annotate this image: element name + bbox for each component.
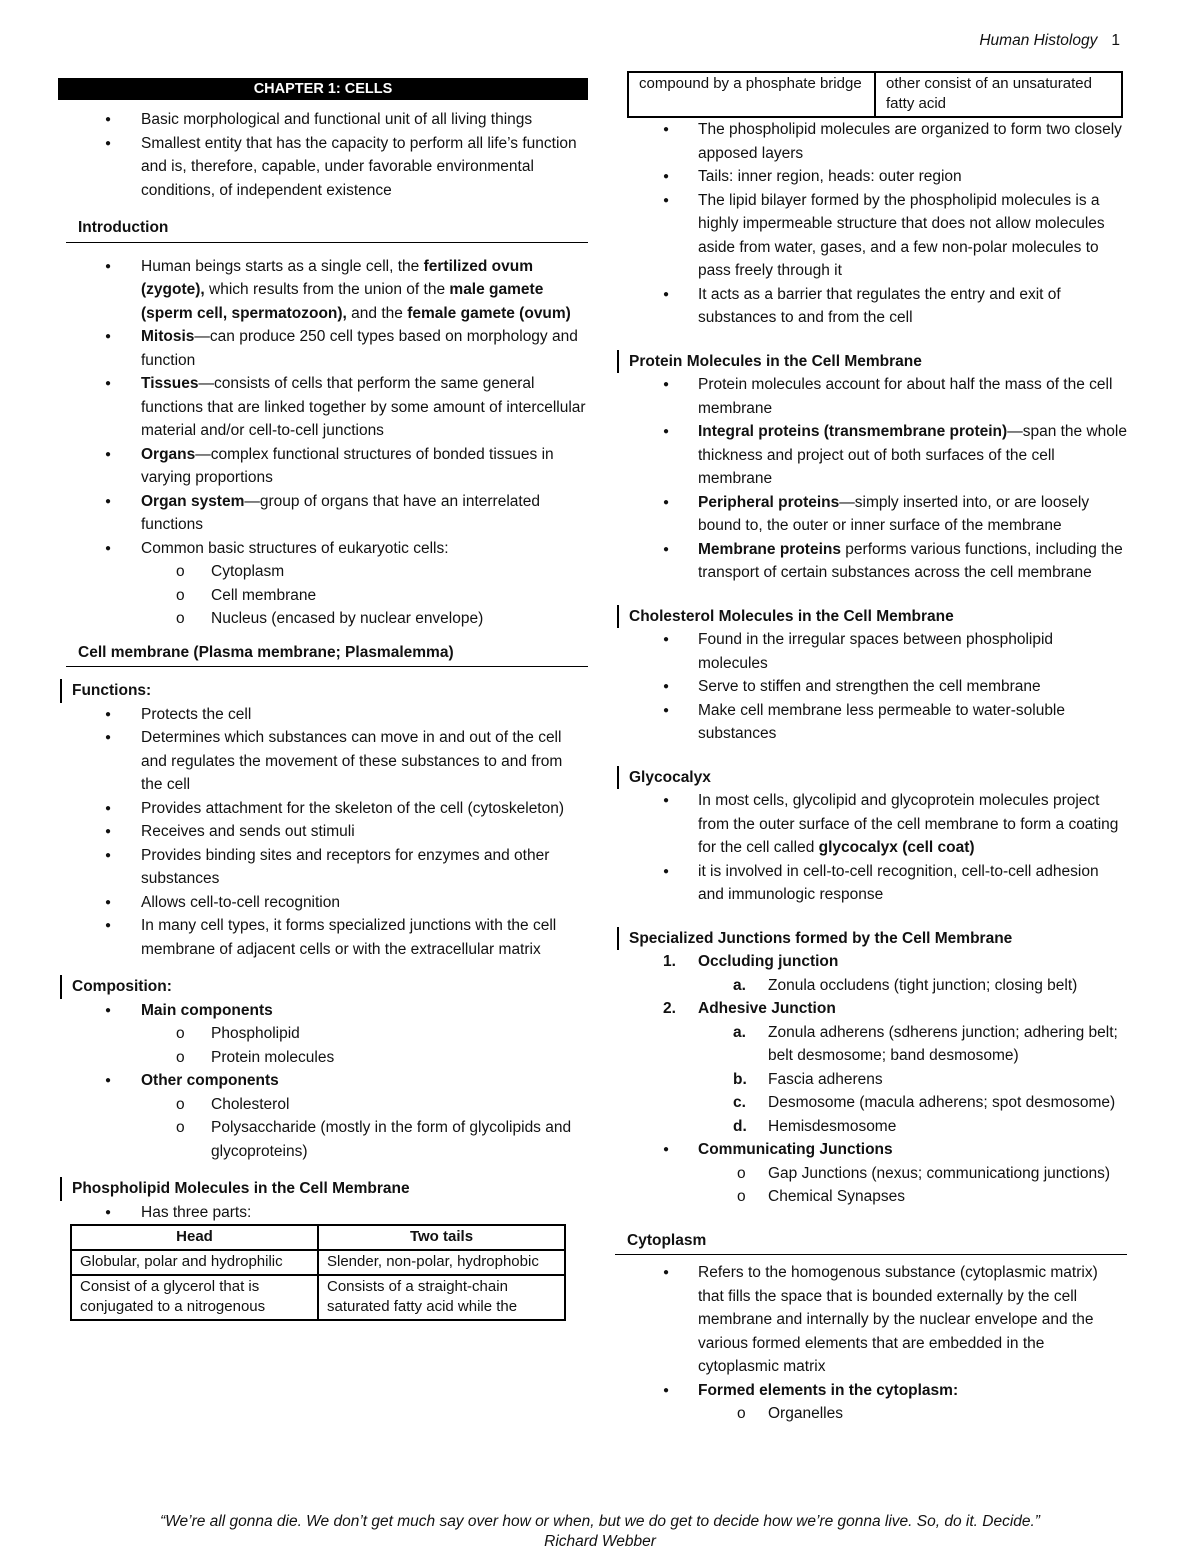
sublist-item: o Protein molecules <box>58 1046 588 1070</box>
left-column <box>58 78 588 1321</box>
list-item: ● Communicating Junctions o Gap Junctions (nexus; communicationg junctions) o Chemical Synapses <box>615 1138 1127 1209</box>
subsection-title-glycocalyx: Glycocalyx <box>617 766 1127 790</box>
subsection-title-protein: Protein Molecules in the Cell Membrane <box>617 350 1127 374</box>
sublist <box>698 1021 1127 1139</box>
section-title-cytoplasm: Cytoplasm <box>615 1229 1127 1256</box>
list-item: ● Allows cell-to-cell recognition <box>58 891 588 915</box>
list-item: ● Main components o Phospholipid o Protein molecules <box>58 999 588 1070</box>
sublist-item: o Organelles <box>615 1402 1127 1426</box>
list-item: ● In many cell types, it forms specialized junctions with the cell membrane of adjacent cells or with the extracellular matrix <box>58 914 588 961</box>
sublist-item: o Cholesterol <box>58 1093 588 1117</box>
list-item: ● Tails: inner region, heads: outer region <box>615 165 1127 189</box>
sublist-item: o Chemical Synapses <box>615 1185 1127 1209</box>
introduction-list <box>58 255 588 631</box>
sublist-item: o Polysaccharide (mostly in the form of glycolipids and glycoproteins) <box>58 1116 588 1163</box>
phospholipid-table <box>70 1224 566 1321</box>
cholesterol-list <box>615 628 1127 746</box>
list-item: ● Protein molecules account for about half the mass of the cell membrane <box>615 373 1127 420</box>
table-cell: Consists of a straight-chain saturated fatty acid while the <box>318 1275 565 1320</box>
subsection-title-junctions: Specialized Junctions formed by the Cell Membrane <box>617 927 1127 951</box>
list-item: ● it is involved in cell-to-cell recognition, cell-to-cell adhesion and immunologic response <box>615 860 1127 907</box>
cytoplasm-list <box>615 1261 1127 1426</box>
list-item: ● Provides binding sites and receptors for enzymes and other substances <box>58 844 588 891</box>
sublist <box>698 1162 1127 1209</box>
list-item: ● Peripheral proteins—simply inserted into, or are loosely bound to, the outer or inner surface of the membrane <box>615 491 1127 538</box>
list-item: ● Make cell membrane less permeable to water-soluble substances <box>615 699 1127 746</box>
list-item: ● Determines which substances can move in and out of the cell and regulates the movement of these substances to and from the cell <box>58 726 588 797</box>
chapter-title: CHAPTER 1: CELLS <box>58 78 588 100</box>
composition-list <box>58 999 588 1164</box>
list-item: ● It acts as a barrier that regulates the entry and exit of substances to and from the cell <box>615 283 1127 330</box>
protein-list <box>615 373 1127 585</box>
list-item: ● Common basic structures of eukaryotic cells: o Cytoplasm o Cell membrane o Nucleus (encased by nuclear envelope) <box>58 537 588 631</box>
table-header: Two tails <box>318 1225 565 1250</box>
subsection-title-phospholipid: Phospholipid Molecules in the Cell Membrane <box>60 1177 588 1201</box>
sublist-item: o Nucleus (encased by nuclear envelope) <box>58 607 588 631</box>
list-item: ● In most cells, glycolipid and glycoprotein molecules project from the outer surface of the cell membrane to form a coating for the cell called glycocalyx (cell coat) <box>615 789 1127 860</box>
sublist-item: a. Zonula adherens (sdherens junction; adhering belt; belt desmosome; band desmosome) <box>733 1023 1118 1064</box>
list-item: ● Receives and sends out stimuli <box>58 820 588 844</box>
list-item: ● Other components o Cholesterol o Polysaccharide (mostly in the form of glycolipids and glycoproteins) <box>58 1069 588 1163</box>
list-item: ● Membrane proteins performs various functions, including the transport of certain substances across the cell membrane <box>615 538 1127 585</box>
list-item: ● Smallest entity that has the capacity to perform all life’s function and is, therefore, capable, under favorable environmental conditions, of independent existence <box>58 132 588 203</box>
right-column <box>615 74 1127 1426</box>
phospholipid-intro <box>58 1201 588 1225</box>
phospholipid-list <box>615 118 1127 330</box>
sublist-item: b. Fascia adherens <box>733 1070 883 1088</box>
sublist <box>141 1093 588 1164</box>
list-item: ● The lipid bilayer formed by the phospholipid molecules is a highly impermeable structure that does not allow molecules aside from water, gases, and a few non-polar molecules to pass freely through it <box>615 189 1127 283</box>
sublist-item: o Cytoplasm <box>58 560 588 584</box>
table-cell: compound by a phosphate bridge <box>628 72 875 117</box>
phospholipid-table-continued <box>627 71 1123 118</box>
communicating-junctions-list <box>615 1138 1127 1209</box>
list-item: ● Has three parts: <box>58 1201 588 1225</box>
list-item: ● Formed elements in the cytoplasm: o Organelles <box>615 1379 1127 1426</box>
section-title-cell-membrane: Cell membrane (Plasma membrane; Plasmalemma) <box>66 641 588 668</box>
list-item: ● Organ system—group of organs that have an interrelated functions <box>58 490 588 537</box>
glycocalyx-list <box>615 789 1127 907</box>
page-number: 1 <box>1111 32 1120 49</box>
list-item: 1. Occluding junction a. Zonula occludens (tight junction; closing belt) <box>615 950 1127 997</box>
sublist-item: a. Zonula occludens (tight junction; closing belt) <box>733 976 1078 994</box>
list-item: ● Human beings starts as a single cell, the fertilized ovum (zygote), which results from the union of the male gamete (sperm cell, spermatozoon), and the female gamete (ovum) <box>58 255 588 326</box>
quote-author: Richard Webber <box>544 1533 656 1550</box>
sublist-item: c. Desmosome (macula adherens; spot desmosome) <box>733 1094 1116 1111</box>
sublist <box>141 1022 588 1069</box>
sublist <box>698 1402 1127 1426</box>
sublist-item: d. Hemisdesmosome <box>733 1117 897 1135</box>
subsection-title-composition: Composition: <box>60 975 588 999</box>
table-row <box>628 72 1122 117</box>
list-item: ● Provides attachment for the skeleton of the cell (cytoskeleton) <box>58 797 588 821</box>
list-item: ● Found in the irregular spaces between phospholipid molecules <box>615 628 1127 675</box>
table-cell: other consist of an unsaturated fatty acid <box>875 72 1122 117</box>
list-item: ● The phospholipid molecules are organized to form two closely apposed layers <box>615 118 1127 165</box>
intro-bullets <box>58 108 588 202</box>
table-row <box>71 1275 565 1320</box>
list-item: ● Basic morphological and functional unit of all living things <box>58 108 588 132</box>
list-item: 2. Adhesive Junction a. Zonula adherens (sdherens junction; adhering belt; belt desmosome; band desmosome) b. Fascia adherens c. Desmosome (macula adherens; spot desmosome) d. Hemisdesmosome <box>615 997 1127 1138</box>
sublist <box>141 560 588 631</box>
subsection-title-cholesterol: Cholesterol Molecules in the Cell Membrane <box>617 605 1127 629</box>
list-item: ● Refers to the homogenous substance (cytoplasmic matrix) that fills the space that is bounded externally by the cell membrane and internally by the nuclear envelope and the various formed elements that are embedded in the cytoplasmic matrix <box>615 1261 1127 1379</box>
list-item: ● Integral proteins (transmembrane protein)—span the whole thickness and project out of both surfaces of the cell membrane <box>615 420 1127 491</box>
list-item: ● Serve to stiffen and strengthen the cell membrane <box>615 675 1127 699</box>
table-header: Head <box>71 1225 318 1250</box>
list-item: ● Mitosis—can produce 250 cell types based on morphology and function <box>58 325 588 372</box>
section-title-introduction: Introduction <box>66 216 588 243</box>
page-header <box>979 29 1120 53</box>
table-cell: Consist of a glycerol that is conjugated to a nitrogenous <box>71 1275 318 1320</box>
list-item: ● Protects the cell <box>58 703 588 727</box>
table-cell: Globular, polar and hydrophilic <box>71 1250 318 1275</box>
footer-quote <box>0 1512 1200 1552</box>
sublist-item: o Cell membrane <box>58 584 588 608</box>
sublist <box>698 974 1127 998</box>
junctions-list <box>615 950 1127 1138</box>
list-item: ● Organs—complex functional structures of bonded tissues in varying proportions <box>58 443 588 490</box>
sublist-item: o Gap Junctions (nexus; communicationg junctions) <box>615 1162 1127 1186</box>
table-row <box>71 1250 565 1275</box>
table-cell: Slender, non-polar, hydrophobic <box>318 1250 565 1275</box>
list-item: ● Tissues—consists of cells that perform the same general functions that are linked together by some amount of intercellular material and/or cell-to-cell junctions <box>58 372 588 443</box>
sublist-item: o Phospholipid <box>58 1022 588 1046</box>
functions-list <box>58 703 588 962</box>
subsection-title-functions: Functions: <box>60 679 588 703</box>
quote-text: “We’re all gonna die. We don’t get much say over how or when, but we do get to decide how we’re gonna live. So, do it. Decide.” <box>160 1513 1040 1530</box>
header-title: Human Histology <box>979 32 1098 49</box>
table-header-row <box>71 1225 565 1250</box>
